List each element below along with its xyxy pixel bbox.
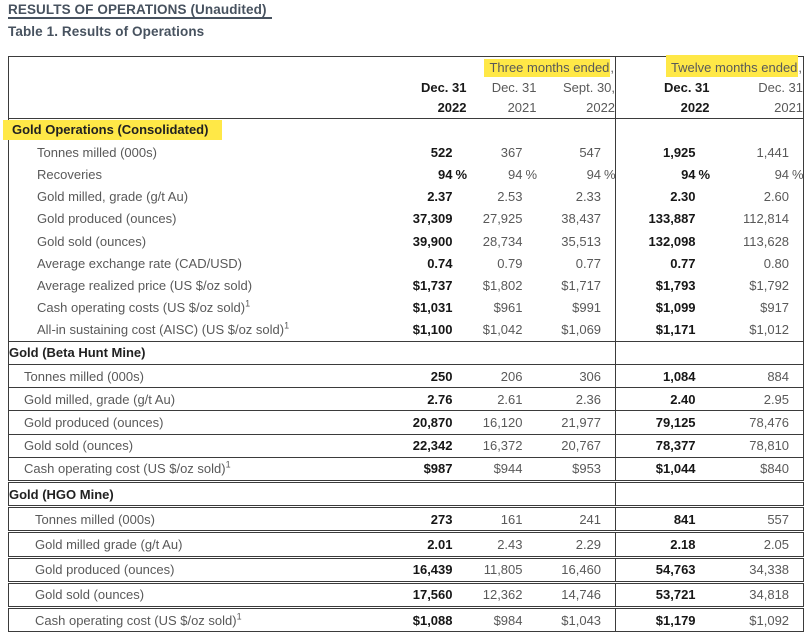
value: 94: [681, 166, 696, 182]
column-header-line2: 2022: [586, 100, 616, 115]
highlighted-text: Twelve months ended: [666, 59, 798, 77]
table-row: [9, 457, 804, 481]
value-cell: [537, 507, 616, 532]
value-cell: [616, 141, 710, 163]
value-cell: [616, 230, 710, 252]
page-title: [8, 2, 272, 17]
value: 79,125: [655, 415, 696, 431]
value-cell: [616, 532, 710, 557]
row-label: Tonnes milled (000s): [9, 365, 391, 388]
value-cell: [391, 532, 467, 557]
table-row: [9, 252, 804, 274]
page-title-text: RESULTS OF OPERATIONS (Unaudited): [8, 2, 272, 19]
value: 0.77: [670, 255, 696, 271]
value-cell: [710, 607, 804, 631]
value: $917: [760, 300, 790, 316]
value-cell: [391, 319, 467, 342]
value-cell: [391, 230, 467, 252]
section-header-row: [9, 119, 804, 142]
table-row: [9, 365, 804, 388]
value-cell: [467, 607, 537, 631]
value-cell: [537, 208, 616, 230]
value: 2.61: [497, 391, 523, 407]
value: 884: [767, 368, 790, 384]
table-row: [9, 163, 804, 185]
row-label: Average exchange rate (CAD/USD): [37, 255, 242, 271]
table-row: [9, 274, 804, 296]
value: 2.05: [763, 536, 790, 552]
section-title: Gold Operations (Consolidated): [3, 120, 222, 140]
value-cell: [391, 607, 467, 631]
value: 11,805: [483, 562, 523, 578]
value-cell: [616, 411, 710, 434]
value: 841: [673, 511, 696, 527]
section-header-spacer: [616, 482, 804, 507]
value-cell: [391, 208, 467, 230]
value-cell: [391, 141, 467, 163]
value: 161: [500, 511, 523, 527]
period-group-row: [9, 57, 804, 79]
row-label: Cash operating costs (US $/oz sold)$^1$: [37, 298, 251, 316]
value-cell: [391, 297, 467, 319]
row-label: Recoveries: [37, 166, 103, 182]
value-cell: [710, 163, 804, 185]
value: 367: [500, 144, 523, 160]
results-of-operations-table: [8, 56, 804, 632]
value-cell: [467, 365, 537, 388]
value-cell: [537, 163, 616, 185]
table-row: [9, 186, 804, 208]
value: $1,737: [412, 277, 453, 293]
value-cell: [616, 365, 710, 388]
value: 20,767: [561, 438, 602, 454]
value-cell: [467, 274, 537, 296]
value: 34,818: [749, 587, 790, 603]
row-label: Average realized price (US $/oz sold): [37, 277, 253, 293]
value-cell: [537, 274, 616, 296]
section-title: Gold (Beta Hunt Mine): [9, 345, 146, 361]
value-cell: [467, 208, 537, 230]
value: 17,560: [412, 587, 453, 603]
value-cell: [710, 141, 804, 163]
value-cell: [616, 252, 710, 274]
value-cell: [537, 532, 616, 557]
value-cell: [710, 297, 804, 319]
value: 35,513: [561, 233, 602, 249]
value: 39,900: [412, 233, 453, 249]
value: 2.36: [575, 391, 602, 407]
column-header-line2: 2021: [774, 100, 804, 115]
value: 2.33: [575, 189, 602, 205]
value: 2.01: [427, 536, 453, 552]
value: 1,084: [662, 368, 696, 384]
value-cell: [467, 507, 537, 532]
value-cell: [391, 582, 467, 607]
value: 78,476: [749, 415, 790, 431]
value: 206: [500, 368, 523, 384]
value: 0.77: [575, 255, 602, 271]
table-row: [9, 411, 804, 434]
value-cell: [467, 434, 537, 457]
value-cell: [616, 507, 710, 532]
column-header-dec31-2022-3mo: [391, 78, 467, 119]
table-row: [9, 297, 804, 319]
value-cell: [391, 365, 467, 388]
row-label: Cash operating cost (US $/oz sold)$^1$: [9, 607, 391, 631]
value: $953: [572, 461, 602, 477]
value: 12,362: [482, 587, 523, 603]
value: $1,042: [482, 322, 523, 338]
column-header-line1: Dec. 31: [491, 80, 537, 95]
value-cell: [467, 532, 537, 557]
value-cell: [467, 297, 537, 319]
table-header: [9, 57, 804, 119]
table-row: [9, 507, 804, 532]
group-header-tail: ,: [798, 60, 803, 75]
value-cell: [467, 141, 537, 163]
value: 250: [430, 368, 453, 384]
row-label: Gold milled grade (g/t Au): [9, 532, 391, 557]
value-cell: [710, 582, 804, 607]
footnote-marker: 1: [284, 320, 290, 331]
value-cell: [537, 365, 616, 388]
value: 38,437: [561, 211, 602, 227]
value: $991: [572, 300, 602, 316]
value-cell: [391, 274, 467, 296]
value-cell: [616, 434, 710, 457]
value: $1,031: [412, 300, 453, 316]
value-cell: [467, 557, 537, 582]
section-title: Gold (HGO Mine): [9, 486, 114, 502]
row-label: Gold produced (ounces): [9, 411, 391, 434]
value-cell: [391, 388, 467, 411]
section-header-spacer: [616, 341, 804, 364]
column-header-line1: Dec. 31: [663, 80, 710, 95]
value-cell: [616, 388, 710, 411]
section-title-cell: [9, 341, 616, 364]
value: 547: [579, 144, 602, 160]
value: $984: [493, 612, 523, 628]
column-header-dec31-2022-12mo: [616, 78, 710, 119]
value: 21,977: [561, 415, 602, 431]
value: 2.29: [575, 536, 602, 552]
value: 1,925: [662, 144, 696, 160]
value: 94: [774, 166, 790, 182]
table-row: [9, 388, 804, 411]
highlighted-text: Three months ended: [484, 59, 610, 77]
value: 34,338: [749, 562, 790, 578]
value-cell: [467, 411, 537, 434]
value-cell: [537, 141, 616, 163]
value: $840: [760, 461, 790, 477]
column-header-line2: 2022: [437, 100, 467, 115]
value-cell: [537, 457, 616, 481]
value-cell: [710, 319, 804, 342]
footnote-marker: 1: [236, 611, 242, 622]
value-cell: [467, 457, 537, 481]
table-row: [9, 208, 804, 230]
value: $1,717: [561, 277, 602, 293]
section-header-row: [9, 341, 804, 364]
value-cell: [391, 507, 467, 532]
value-cell: [467, 319, 537, 342]
value: 113,628: [743, 233, 790, 249]
row-label: Tonnes milled (000s): [9, 507, 391, 532]
value-cell: [616, 163, 710, 185]
unit-suffix: %: [604, 166, 616, 182]
column-header-line1: Sept. 30,: [562, 80, 616, 95]
table-row: [9, 582, 804, 607]
value-cell: [537, 252, 616, 274]
value: $1,092: [749, 612, 790, 628]
column-header-dec31-2021-12mo: [710, 78, 804, 119]
value: 53,721: [655, 587, 696, 603]
value-cell: [616, 297, 710, 319]
value-cell: [537, 388, 616, 411]
column-header-line1: Dec. 31: [420, 80, 467, 95]
value-cell: [710, 230, 804, 252]
value-cell: [616, 186, 710, 208]
value: 2.40: [670, 391, 696, 407]
value: 112,814: [743, 211, 790, 227]
row-label: All-in sustaining cost (AISC) (US $/oz sold)$^1$: [37, 320, 290, 338]
footnote-marker: 1: [225, 460, 231, 471]
unit-suffix: %: [455, 166, 468, 182]
value: 16,120: [482, 415, 523, 431]
value-cell: [537, 230, 616, 252]
value-cell: [710, 434, 804, 457]
empty-header-cell: [9, 78, 391, 119]
row-label: Gold produced (ounces): [9, 557, 391, 582]
value-cell: [616, 607, 710, 631]
section-title-cell: [9, 482, 616, 507]
value: 16,460: [561, 562, 602, 578]
value-cell: [710, 208, 804, 230]
section-header-row: [9, 482, 804, 507]
value-cell: [710, 532, 804, 557]
value-cell: [467, 230, 537, 252]
empty-header-cell: [9, 57, 391, 79]
value: 54,763: [655, 562, 696, 578]
group-header-tail: ,: [610, 60, 615, 75]
value: 0.80: [763, 255, 790, 271]
value: $1,792: [749, 277, 790, 293]
value: 273: [430, 511, 453, 527]
unit-suffix: %: [792, 166, 804, 182]
value-cell: [391, 411, 467, 434]
value: 94: [508, 166, 523, 182]
value: $1,802: [482, 277, 523, 293]
table-row: [9, 557, 804, 582]
value-cell: [616, 208, 710, 230]
value: $1,179: [655, 612, 696, 628]
table-caption: Table 1. Results of Operations: [8, 24, 205, 39]
value-cell: [537, 186, 616, 208]
value: 94: [586, 166, 602, 182]
value: 2.76: [427, 391, 453, 407]
value: 94: [438, 166, 453, 182]
value-cell: [537, 411, 616, 434]
value-cell: [467, 388, 537, 411]
value-cell: [537, 297, 616, 319]
value: 2.43: [497, 536, 523, 552]
value: 78,377: [655, 438, 696, 454]
value-cell: [616, 274, 710, 296]
value: 14,746: [561, 587, 602, 603]
value-cell: [710, 274, 804, 296]
value-cell: [710, 365, 804, 388]
value-cell: [616, 457, 710, 481]
section-header-spacer: [616, 119, 804, 142]
value-cell: [467, 186, 537, 208]
row-label: Gold produced (ounces): [37, 211, 177, 227]
value: $1,171: [655, 322, 696, 338]
value-cell: [710, 411, 804, 434]
value: 1,441: [756, 144, 790, 160]
value: 0.74: [427, 255, 453, 271]
unit-suffix: %: [698, 166, 711, 182]
value-cell: [616, 319, 710, 342]
row-label: Gold sold (ounces): [9, 434, 391, 457]
table-body: [9, 119, 804, 632]
value: 78,810: [749, 438, 790, 454]
row-label: Tonnes milled (000s): [37, 144, 157, 160]
value: 16,439: [412, 562, 453, 578]
value: $1,069: [561, 322, 602, 338]
twelve-months-group-header: [616, 57, 804, 79]
value: 2.30: [670, 189, 696, 205]
value: 557: [767, 511, 790, 527]
value-cell: [467, 163, 537, 185]
row-label: Gold sold (ounces): [37, 233, 147, 249]
value-cell: [467, 582, 537, 607]
value: $1,793: [655, 277, 696, 293]
column-header-row: [9, 78, 804, 119]
table-row: [9, 141, 804, 163]
value-cell: [616, 557, 710, 582]
value: 27,925: [482, 211, 523, 227]
value: 306: [579, 368, 602, 384]
row-label: Cash operating cost (US $/oz sold)$^1$: [9, 457, 391, 481]
value-cell: [537, 557, 616, 582]
column-header-sept30-2022: [537, 78, 616, 119]
value: 522: [430, 144, 453, 160]
value: $944: [493, 461, 523, 477]
value: 16,372: [482, 438, 523, 454]
value: 0.79: [497, 255, 523, 271]
value: 20,870: [412, 415, 453, 431]
value: 2.60: [763, 189, 790, 205]
value-cell: [537, 319, 616, 342]
table-row: [9, 532, 804, 557]
value-cell: [391, 252, 467, 274]
value-cell: [710, 457, 804, 481]
value: 2.95: [763, 391, 790, 407]
value-cell: [391, 163, 467, 185]
value-cell: [710, 252, 804, 274]
value-cell: [391, 434, 467, 457]
section-title-cell: [9, 119, 616, 142]
value-cell: [391, 186, 467, 208]
value: 132,098: [648, 233, 696, 249]
value-cell: [391, 457, 467, 481]
value-cell: [537, 607, 616, 631]
value: $1,043: [561, 612, 602, 628]
value: $1,044: [655, 461, 696, 477]
table-row: [9, 434, 804, 457]
value-cell: [537, 434, 616, 457]
value: 2.18: [670, 536, 696, 552]
value: $961: [493, 300, 523, 316]
table-row: [9, 319, 804, 342]
column-header-line2: 2022: [680, 100, 710, 115]
value: $1,012: [749, 322, 790, 338]
value-cell: [467, 252, 537, 274]
value: 37,309: [412, 211, 453, 227]
value: 22,342: [412, 438, 453, 454]
value-cell: [710, 186, 804, 208]
value: 2.37: [427, 189, 453, 205]
value: $1,099: [655, 300, 696, 316]
unit-suffix: %: [525, 166, 538, 182]
row-label: Gold sold (ounces): [9, 582, 391, 607]
value: 28,734: [482, 233, 523, 249]
value: $987: [423, 461, 453, 477]
value-cell: [710, 388, 804, 411]
footnote-marker: 1: [245, 298, 251, 309]
value: $1,088: [412, 612, 453, 628]
value: 241: [579, 511, 602, 527]
value: $1,100: [412, 322, 453, 338]
value-cell: [537, 582, 616, 607]
value-cell: [710, 507, 804, 532]
column-header-dec31-2021-3mo: [467, 78, 537, 119]
column-header-line1: Dec. 31: [758, 80, 804, 95]
value-cell: [616, 582, 710, 607]
row-label: Gold milled, grade (g/t Au): [9, 388, 391, 411]
three-months-group-header: [391, 57, 616, 79]
value: 2.53: [497, 189, 523, 205]
value-cell: [391, 557, 467, 582]
value-cell: [710, 557, 804, 582]
table-row: [9, 230, 804, 252]
table-row: [9, 607, 804, 631]
row-label: Gold milled, grade (g/t Au): [37, 189, 189, 205]
column-header-line2: 2021: [507, 100, 537, 115]
value: 133,887: [648, 211, 696, 227]
